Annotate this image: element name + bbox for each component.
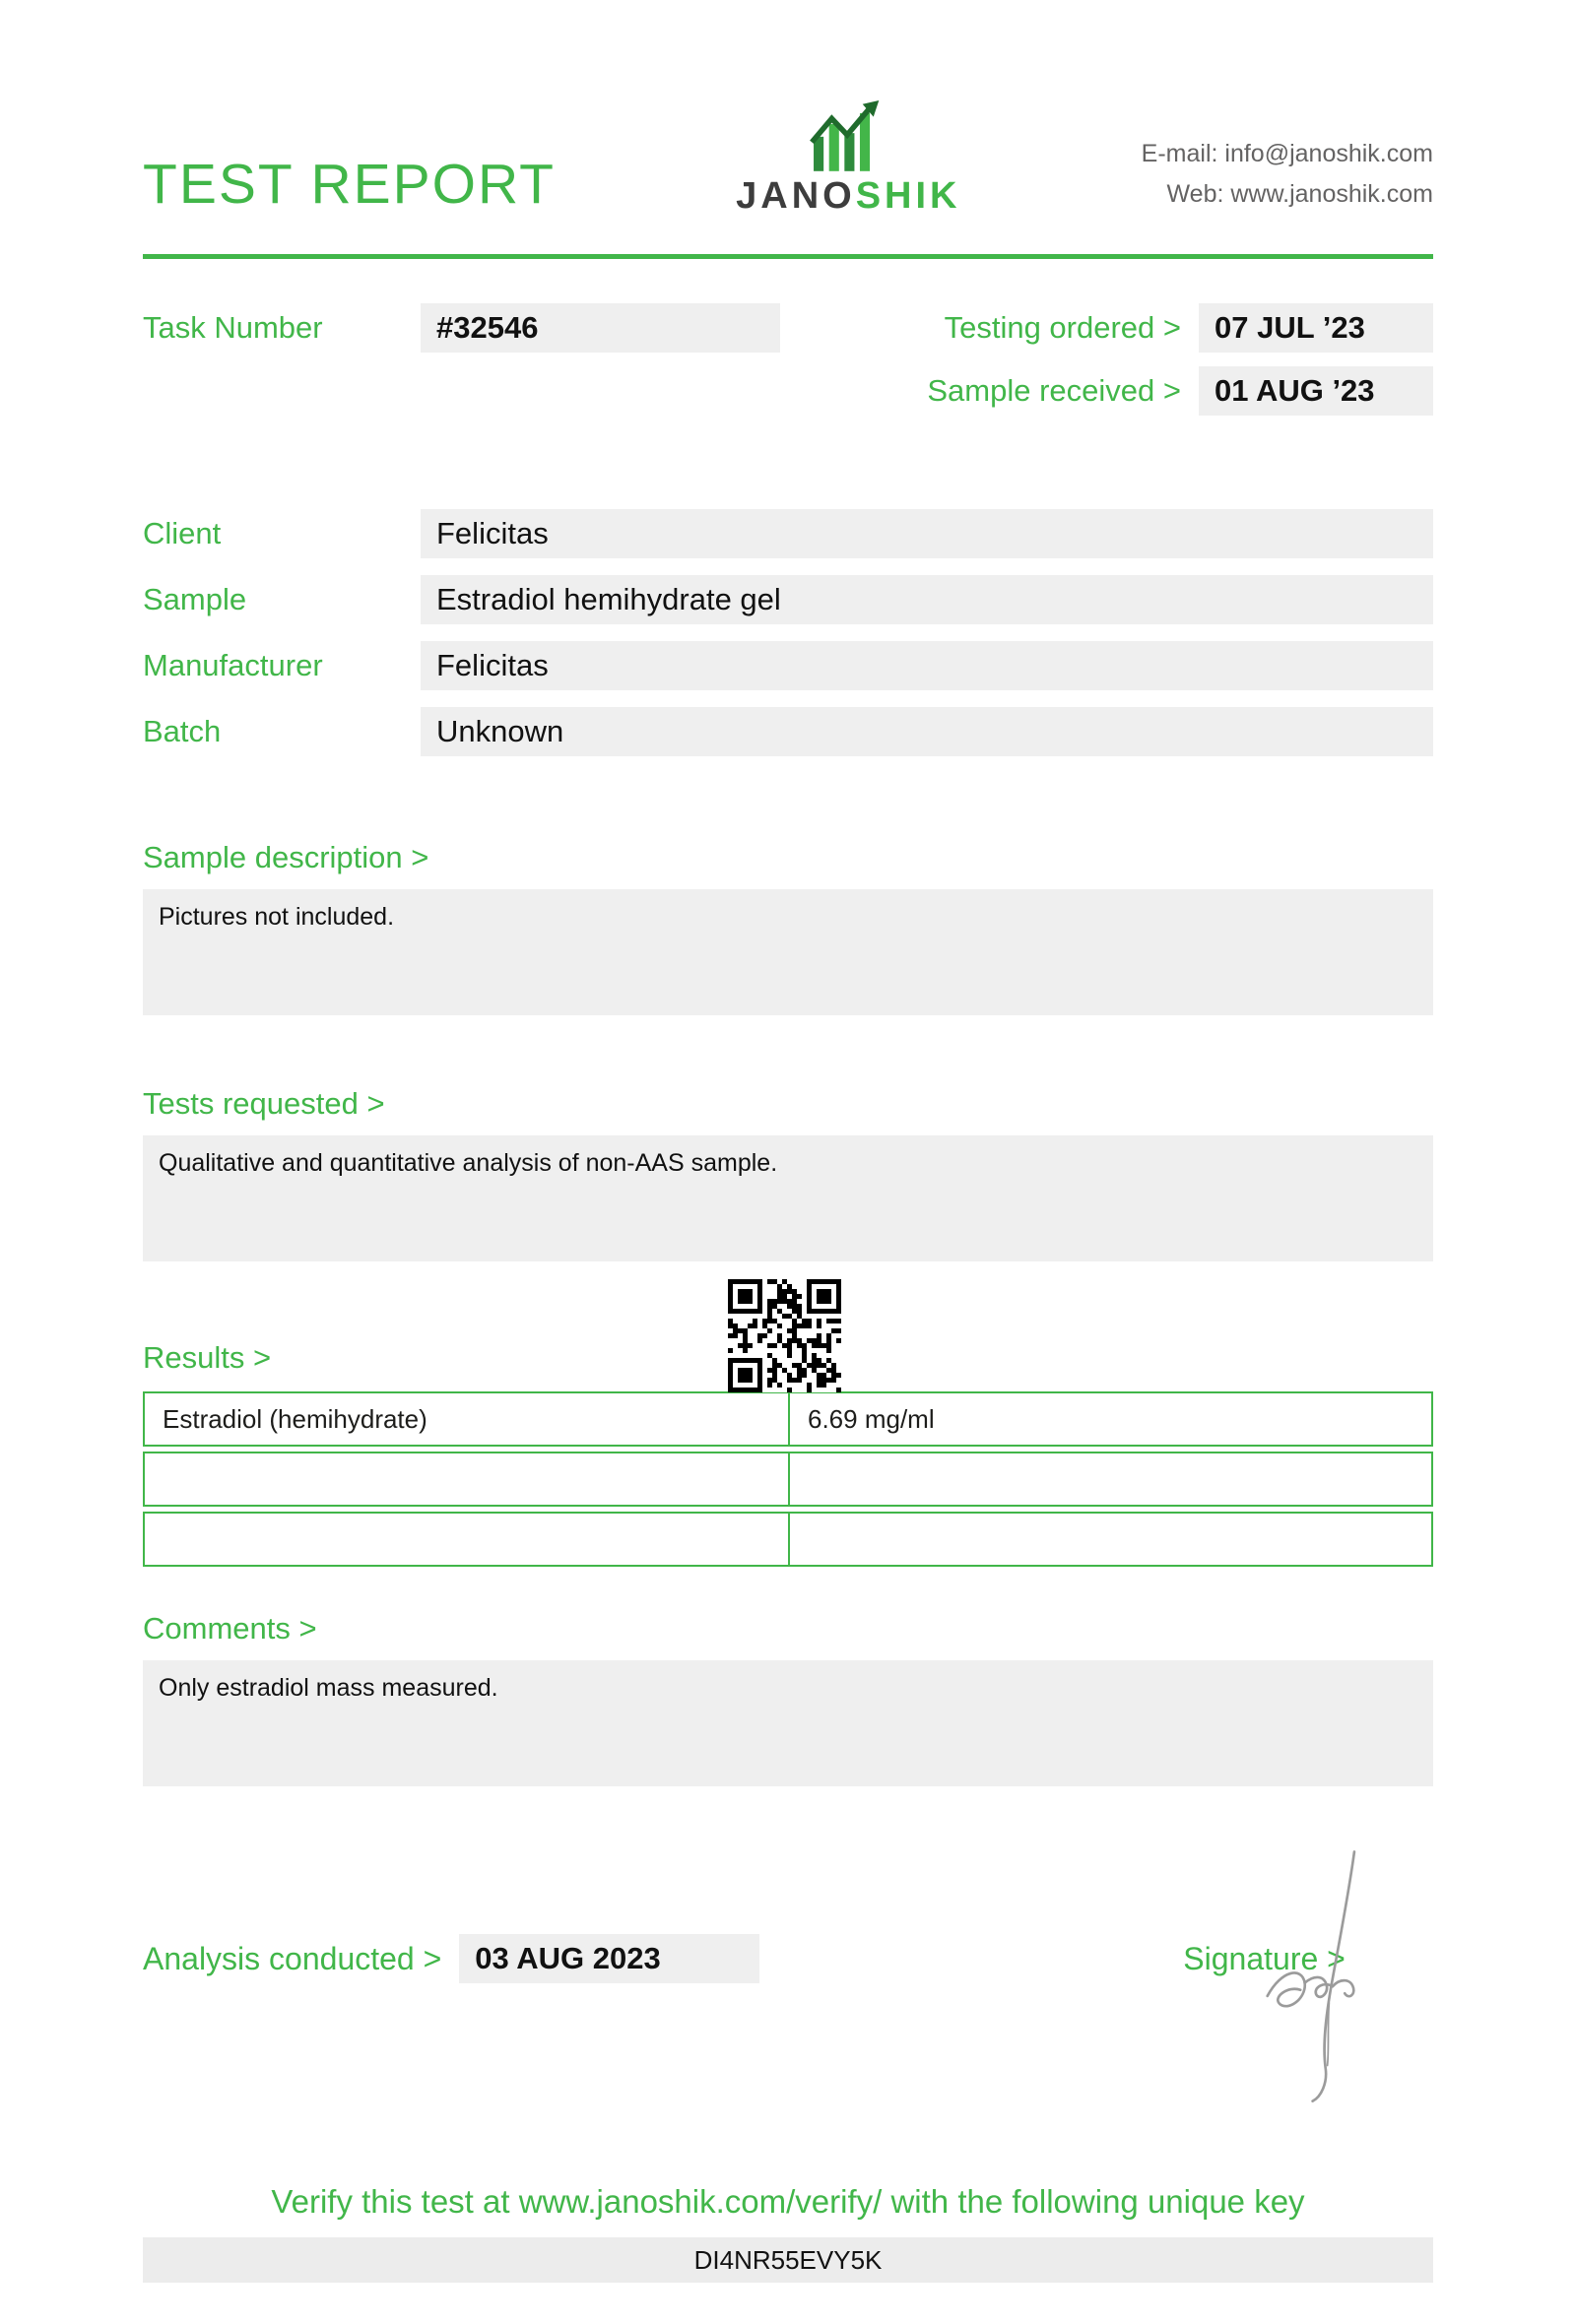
verify-text: Verify this test at www.janoshik.com/verify/ with the following unique key [271, 2183, 1305, 2220]
results-heading: Results > [143, 1340, 272, 1375]
contact-info [1142, 134, 1433, 216]
client-label: Client [143, 516, 222, 550]
logo-text [736, 177, 960, 215]
sample-info-block [143, 509, 1433, 756]
sample-description-heading: Sample description > [143, 840, 429, 874]
task-row [143, 303, 1433, 416]
analysis-conducted-label: Analysis conducted > [143, 1940, 442, 1976]
result-value-cell: 6.69 mg/ml [788, 1391, 1433, 1447]
tests-requested-heading: Tests requested > [143, 1086, 385, 1121]
email-line: E-mail: info@janoshik.com [1141, 139, 1433, 167]
task-number-label: Task Number [143, 310, 323, 345]
sample-label: Sample [143, 582, 247, 616]
comments-body: Only estradiol mass measured. [143, 1660, 1433, 1786]
comments-heading: Comments > [143, 1611, 317, 1646]
sample-value: Estradiol hemihydrate gel [421, 575, 1433, 624]
client-value: Felicitas [421, 509, 1433, 558]
batch-row [143, 707, 1433, 756]
signature-label: Signature > [1183, 1940, 1346, 1976]
result-name-cell: Estradiol (hemihydrate) [143, 1391, 788, 1447]
dates-group [927, 303, 1433, 416]
sample-received-row [927, 366, 1433, 416]
task-number-group [143, 303, 780, 353]
tests-requested-section [143, 1086, 1433, 1261]
qr-code [728, 1279, 841, 1392]
manufacturer-row [143, 641, 1433, 690]
result-value-cell [788, 1512, 1433, 1567]
testing-ordered-row [927, 303, 1433, 353]
manufacturer-value: Felicitas [421, 641, 1433, 690]
result-row [143, 1391, 1433, 1447]
unique-key-bar [143, 2237, 1433, 2283]
header-divider [143, 254, 1433, 259]
page-title: TEST REPORT [143, 153, 556, 216]
client-row [143, 509, 1433, 558]
comments-section [143, 1611, 1433, 1786]
sample-row [143, 575, 1433, 624]
logo-text-jano: JANO [736, 175, 856, 217]
sample-description-body: Pictures not included. [143, 889, 1433, 1015]
sample-received-value: 01 AUG ’23 [1199, 366, 1433, 416]
manufacturer-label: Manufacturer [143, 648, 323, 682]
sample-received-label: Sample received > [927, 373, 1181, 408]
report-header [143, 69, 1433, 217]
unique-key: DI4NR55EVY5K [693, 2244, 883, 2275]
result-name-cell [143, 1452, 788, 1507]
results-table [143, 1391, 1433, 1567]
sample-description-section [143, 840, 1433, 1015]
tests-requested-body: Qualitative and quantitative analysis of non-AAS sample. [143, 1135, 1433, 1261]
batch-label: Batch [143, 714, 222, 748]
web-line: Web: www.janoshik.com [1166, 179, 1433, 208]
janoshik-logo [556, 98, 1142, 215]
result-row [143, 1452, 1433, 1507]
result-value-cell [788, 1452, 1433, 1507]
logo-text-shik: SHIK [855, 175, 961, 217]
testing-ordered-value: 07 JUL ’23 [1199, 303, 1433, 353]
testing-ordered-label: Testing ordered > [944, 310, 1181, 345]
result-row [143, 1512, 1433, 1567]
result-name-cell [143, 1512, 788, 1567]
signature-image [1243, 1837, 1391, 2117]
chart-logo-icon [803, 98, 893, 171]
results-section [143, 1340, 1433, 1567]
batch-value: Unknown [421, 707, 1433, 756]
analysis-signature-row [143, 1934, 1433, 1983]
analysis-date-value: 03 AUG 2023 [459, 1934, 759, 1983]
task-number-value: #32546 [421, 303, 780, 353]
